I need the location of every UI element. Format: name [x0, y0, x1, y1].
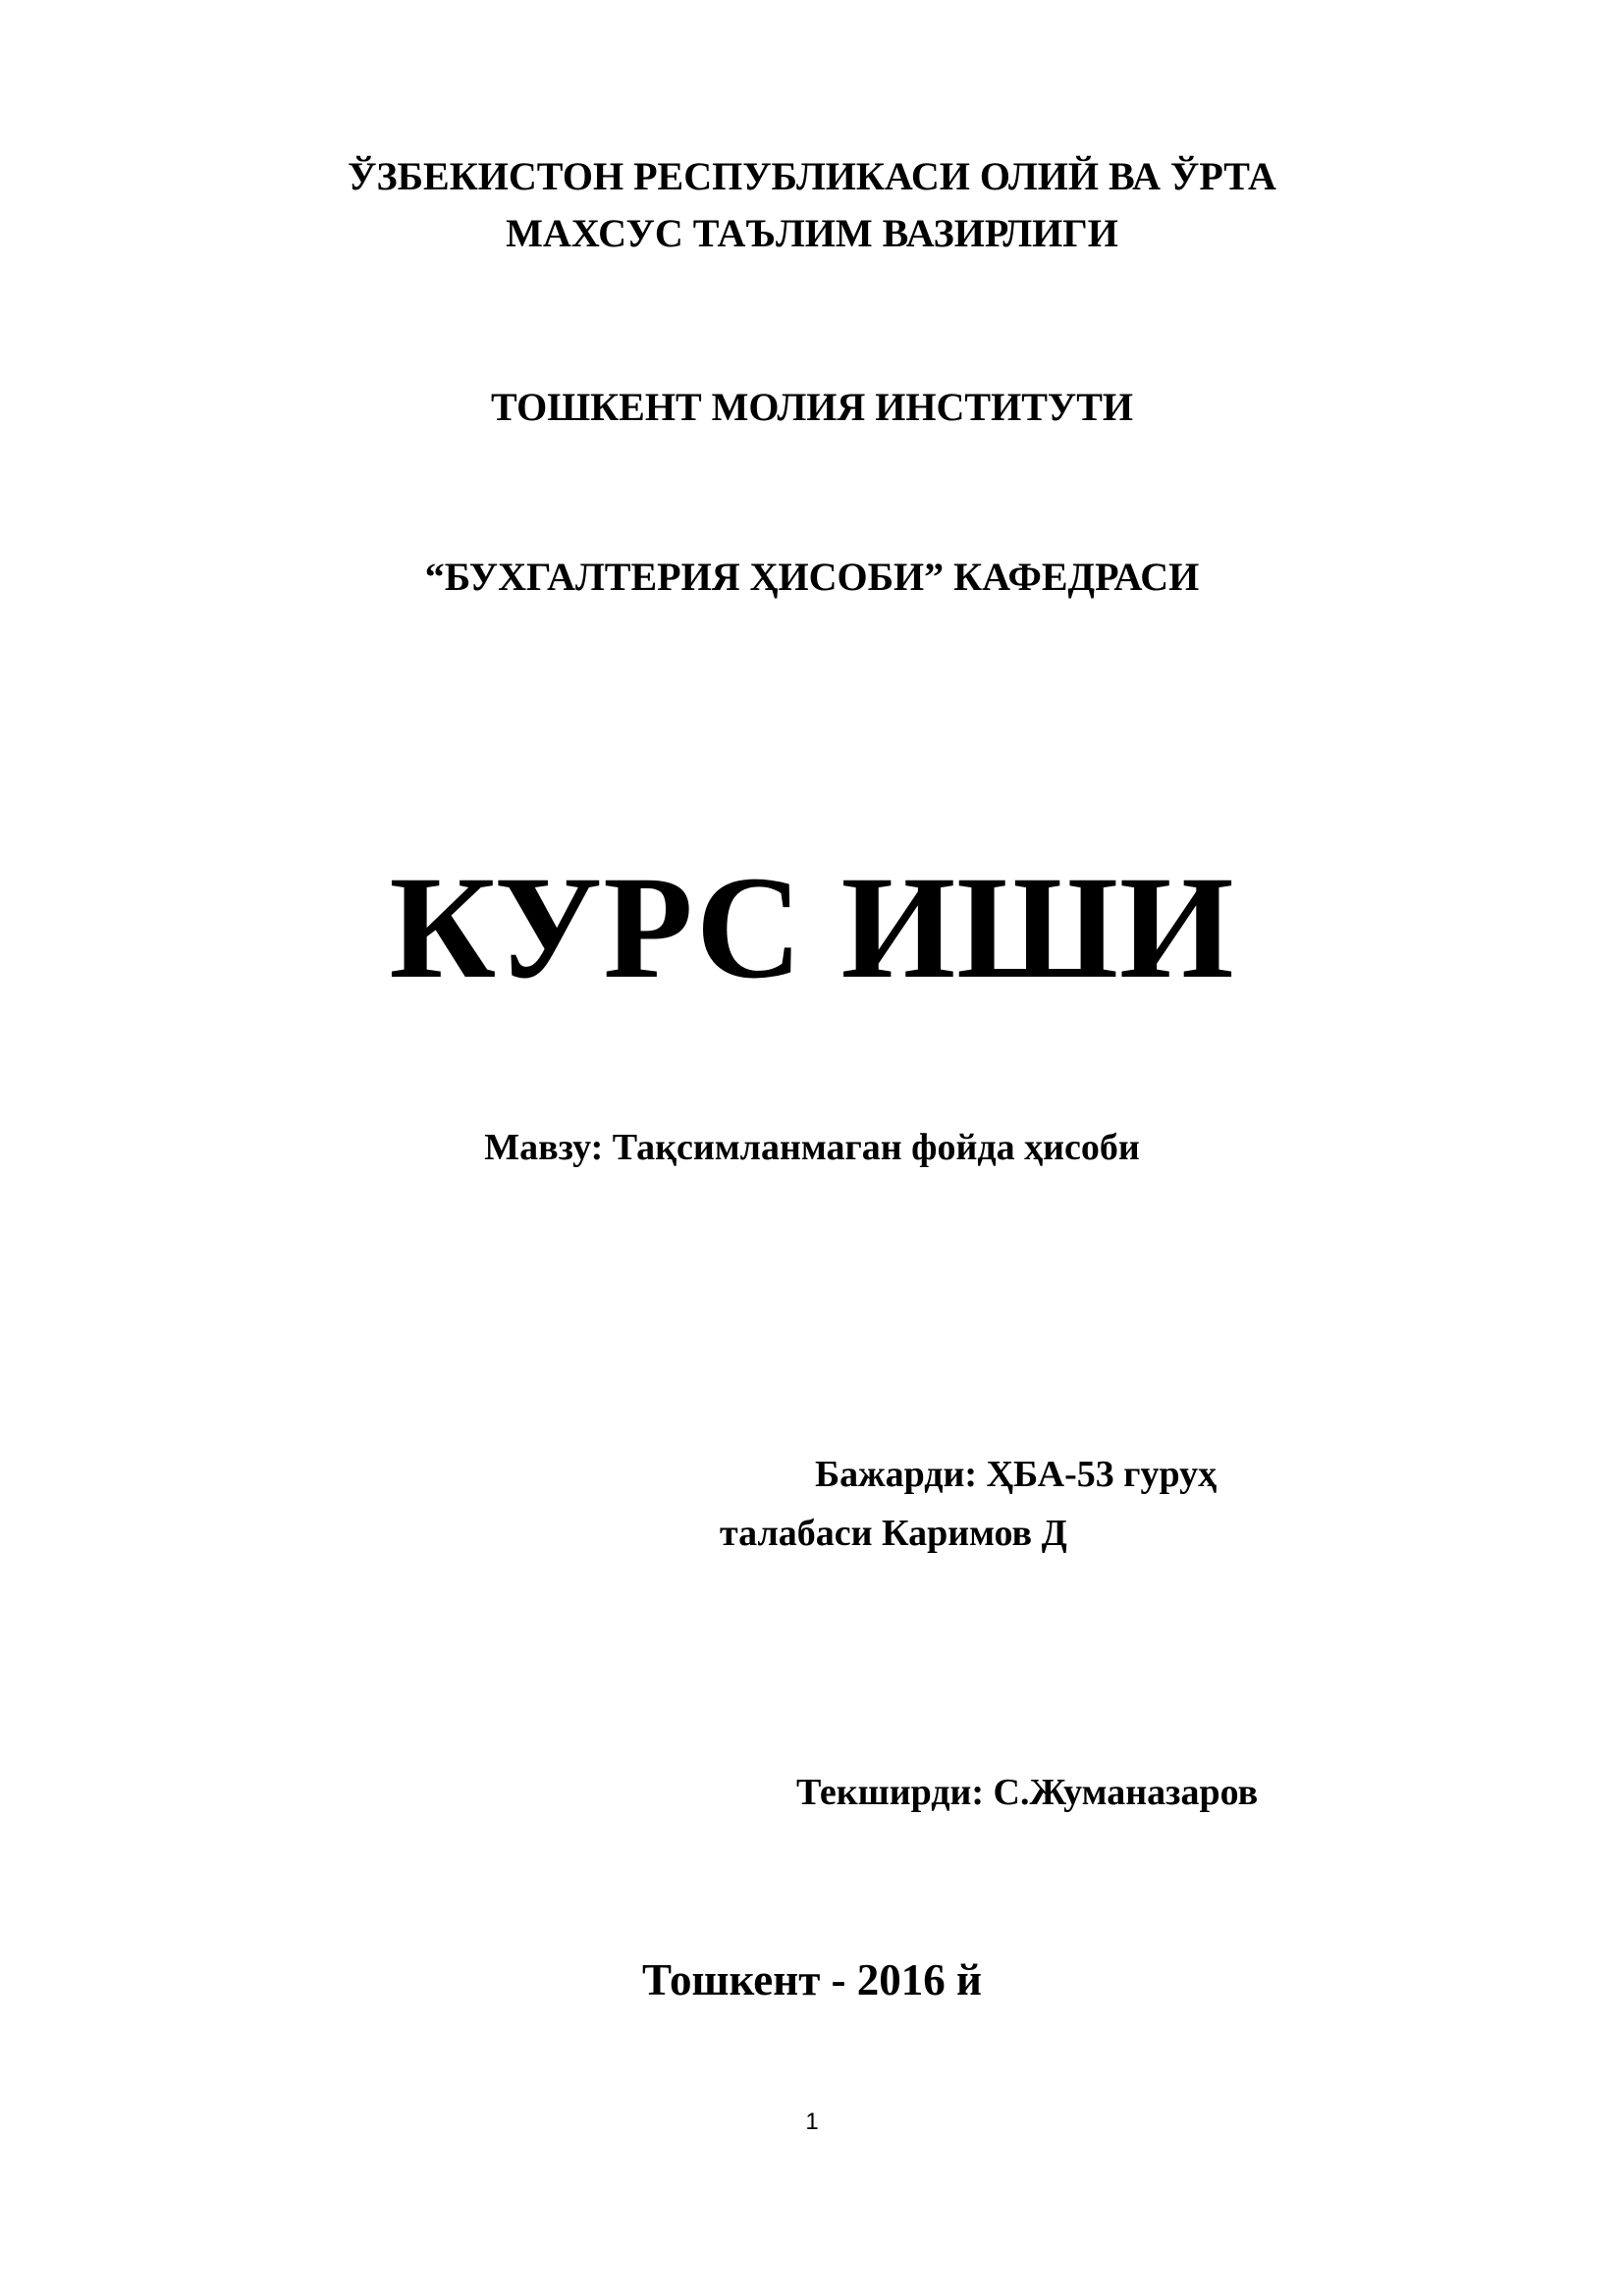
place-and-year: Тошкент - 2016 й — [642, 1955, 982, 2004]
ministry-line-1: ЎЗБЕКИСТОН РЕСПУБЛИКАСИ ОЛИЙ ВА ЎРТА — [348, 154, 1276, 198]
document-title: КУРС ИШИ — [389, 846, 1235, 1009]
institute-name: ТОШКЕНТ МОЛИЯ ИНСТИТУТИ — [490, 385, 1134, 429]
page-number: 1 — [805, 2109, 819, 2135]
topic: Мавзу: Тақсимланмаган фойда ҳисоби — [484, 1127, 1140, 1168]
ministry-line-2: МАХСУС ТАЪЛИМ ВАЗИРЛИГИ — [506, 211, 1118, 255]
performed-by-line-2: талабаси Каримов Д — [720, 1513, 1067, 1554]
department-name: “БУХГАЛТЕРИЯ ҲИСОБИ” КАФЕДРАСИ — [424, 555, 1200, 599]
checked-by: Текширди: С.Жуманазаров — [796, 1772, 1259, 1813]
performed-by-line-1: Бажарди: ҲБА-53 гуруҳ — [815, 1454, 1218, 1495]
